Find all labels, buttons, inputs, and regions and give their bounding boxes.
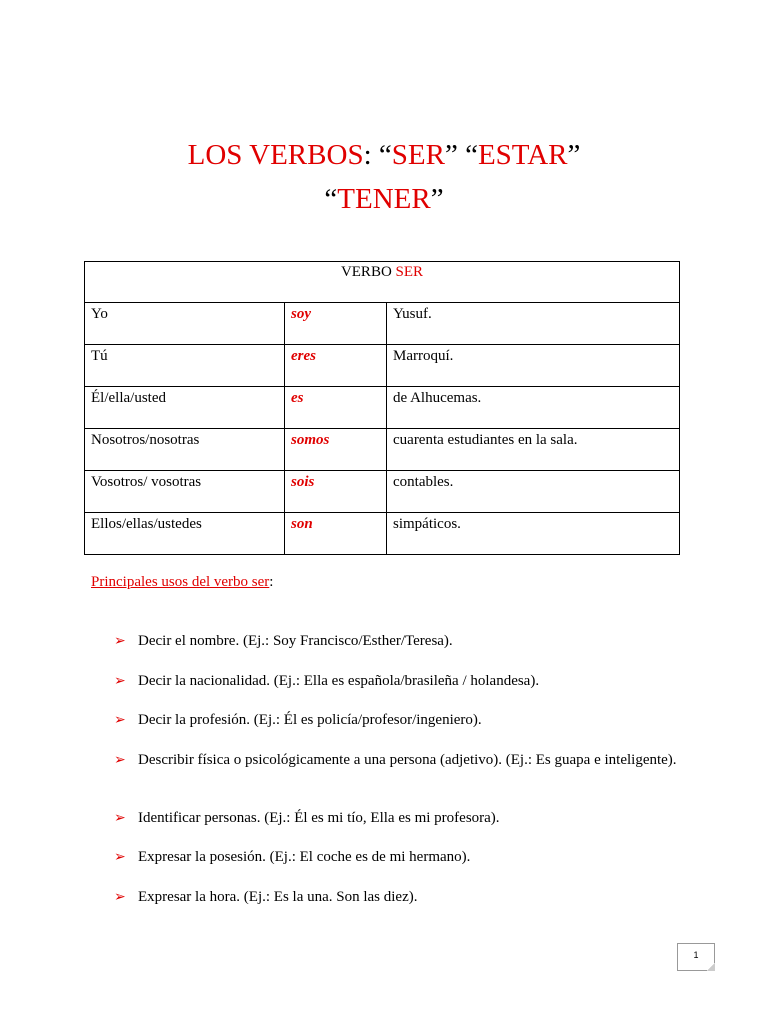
pronoun-cell: Yo bbox=[85, 303, 285, 345]
arrow-bullet-icon: ➢ bbox=[114, 890, 126, 905]
example-cell: Marroquí. bbox=[387, 345, 680, 387]
pronoun-cell: Tú bbox=[85, 345, 285, 387]
table-row bbox=[85, 471, 680, 513]
example-cell: Yusuf. bbox=[387, 303, 680, 345]
page-number: 1 bbox=[677, 943, 715, 971]
pronoun-cell: Él/ella/usted bbox=[85, 387, 285, 429]
verb-form-cell: somos bbox=[285, 429, 387, 471]
pronoun-cell: Nosotros/nosotras bbox=[85, 429, 285, 471]
title-tener: TENER bbox=[337, 183, 431, 215]
verb-form-cell: eres bbox=[285, 345, 387, 387]
example-cell: de Alhucemas. bbox=[387, 387, 680, 429]
table-row bbox=[85, 345, 680, 387]
arrow-bullet-icon: ➢ bbox=[114, 811, 126, 826]
conjugation-table bbox=[84, 261, 680, 555]
page-title: LOS VERBOS: “SER” “ESTAR” “TENER” bbox=[187, 139, 581, 215]
pronoun-cell: Ellos/ellas/ustedes bbox=[85, 513, 285, 555]
example-cell: contables. bbox=[387, 471, 680, 513]
verb-form-cell: es bbox=[285, 387, 387, 429]
verb-form-cell: son bbox=[285, 513, 387, 555]
header-verb: SER bbox=[395, 264, 424, 280]
list-item: ➢ Decir la nacionalidad. (Ej.: Ella es española/brasileña / holandesa). bbox=[114, 673, 540, 689]
list-item: ➢ Decir la profesión. (Ej.: Él es policía/profesor/ingeniero). bbox=[114, 712, 482, 728]
table-row bbox=[85, 513, 680, 555]
list-item: ➢ Describir física o psicológicamente a una persona (adjetivo). (Ej.: Es guapa e inteligente). bbox=[114, 752, 677, 768]
pronoun-cell: Vosotros/ vosotras bbox=[85, 471, 285, 513]
title-main: LOS VERBOS bbox=[187, 139, 364, 171]
table-header-row bbox=[85, 262, 680, 303]
list-item: ➢ Decir el nombre. (Ej.: Soy Francisco/Esther/Teresa). bbox=[114, 633, 453, 649]
arrow-bullet-icon: ➢ bbox=[114, 753, 126, 768]
table-row bbox=[85, 429, 680, 471]
arrow-bullet-icon: ➢ bbox=[114, 713, 126, 728]
title-estar: ESTAR bbox=[477, 139, 568, 171]
table-row bbox=[85, 303, 680, 345]
verb-form-cell: soy bbox=[285, 303, 387, 345]
arrow-bullet-icon: ➢ bbox=[114, 634, 126, 649]
arrow-bullet-icon: ➢ bbox=[114, 674, 126, 689]
list-item: ➢ Expresar la hora. (Ej.: Es la una. Son las diez). bbox=[114, 889, 418, 905]
example-cell: cuarenta estudiantes en la sala. bbox=[387, 429, 680, 471]
table-header: VERBO SER bbox=[85, 262, 680, 303]
arrow-bullet-icon: ➢ bbox=[114, 850, 126, 865]
uses-heading: Principales usos del verbo ser: bbox=[91, 574, 274, 590]
verb-form-cell: sois bbox=[285, 471, 387, 513]
list-item: ➢ Expresar la posesión. (Ej.: El coche es de mi hermano). bbox=[114, 849, 471, 865]
example-cell: simpáticos. bbox=[387, 513, 680, 555]
table-row bbox=[85, 387, 680, 429]
title-ser: SER bbox=[391, 139, 445, 171]
list-item: ➢ Identificar personas. (Ej.: Él es mi tío, Ella es mi profesora). bbox=[114, 810, 500, 826]
